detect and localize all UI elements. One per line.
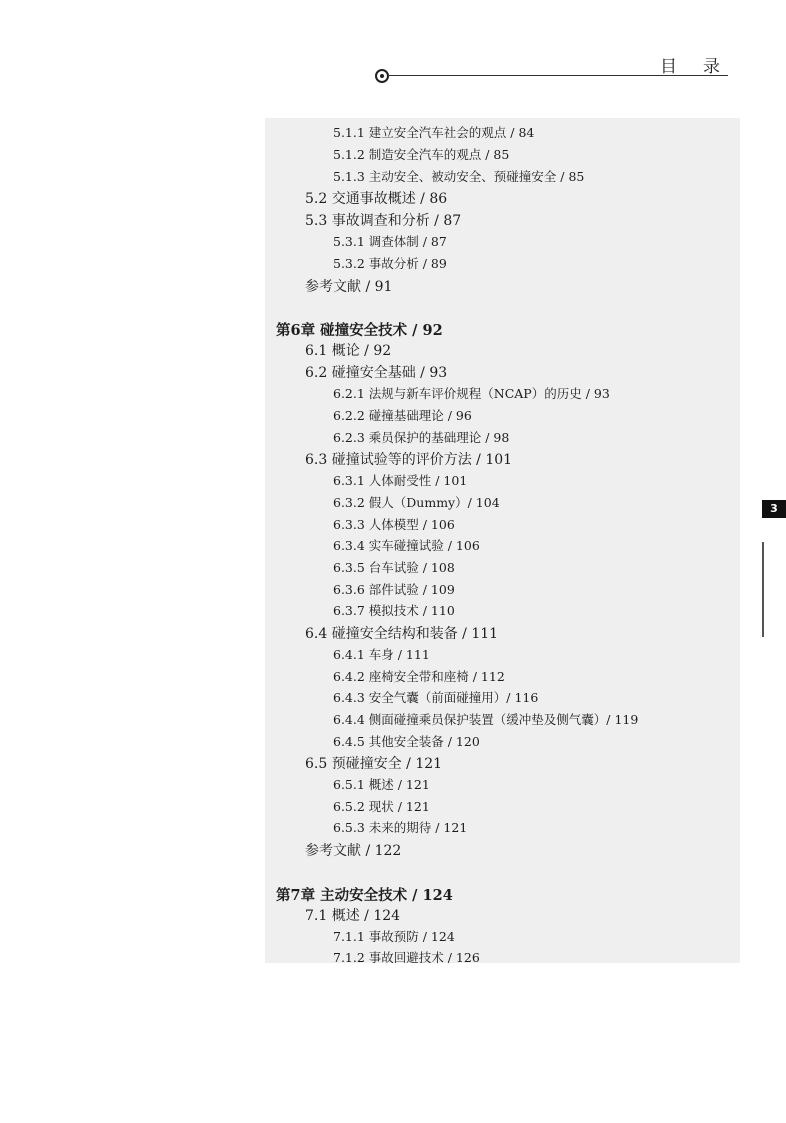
toc-entry: 6.3 碰撞试验等的评价方法 / 101 (305, 452, 513, 468)
toc-entry: 6.4.2 座椅安全带和座椅 / 112 (333, 669, 505, 684)
toc-entry: 5.1.3 主动安全、被动安全、预碰撞安全 / 85 (333, 169, 585, 184)
toc-entry: 7.1.1 事故预防 / 124 (333, 929, 455, 944)
toc-entry: 6.3.7 模拟技术 / 110 (333, 603, 455, 618)
toc-entry: 6.4.5 其他安全装备 / 120 (333, 734, 480, 749)
toc-entry: 6.5.3 未来的期待 / 121 (333, 820, 468, 835)
toc-entry: 7.1 概述 / 124 (305, 908, 401, 924)
toc-entry: 6.3.4 实车碰撞试验 / 106 (333, 538, 480, 553)
toc-entry: 6.4 碰撞安全结构和装备 / 111 (305, 626, 499, 642)
toc-entry: 6.5.2 现状 / 121 (333, 799, 430, 814)
toc-entry: 6.3.3 人体模型 / 106 (333, 517, 455, 532)
toc-entry: 6.2.3 乘员保护的基础理论 / 98 (333, 430, 510, 445)
toc-entry: 6.3.2 假人（Dummy）/ 104 (333, 495, 500, 510)
side-margin-line (762, 542, 764, 637)
toc-entry: 6.2.2 碰撞基础理论 / 96 (333, 408, 472, 423)
toc-chapter: 第6章 碰撞安全技术 / 92 (276, 322, 443, 339)
toc-references: 参考文献 / 122 (305, 843, 402, 859)
toc-references: 参考文献 / 91 (305, 279, 393, 295)
toc-chapter: 第7章 主动安全技术 / 124 (276, 887, 453, 904)
page-title: 目录 (660, 57, 746, 77)
toc-entry: 5.1.1 建立安全汽车社会的观点 / 84 (333, 125, 535, 140)
toc-entry: 5.3.1 调查体制 / 87 (333, 234, 447, 249)
toc-entry: 6.5 预碰撞安全 / 121 (305, 756, 443, 772)
toc-entry: 6.2.1 法规与新车评价规程（NCAP）的历史 / 93 (333, 386, 610, 401)
toc-entry: 5.1.2 制造安全汽车的观点 / 85 (333, 147, 510, 162)
toc-entry: 6.3.6 部件试验 / 109 (333, 582, 455, 597)
toc-entry: 5.2 交通事故概述 / 86 (305, 191, 448, 207)
toc-entry: 6.3.1 人体耐受性 / 101 (333, 473, 468, 488)
toc-entry: 5.3 事故调查和分析 / 87 (305, 213, 462, 229)
toc-entry: 6.5.1 概述 / 121 (333, 777, 430, 792)
toc-entry: 5.3.2 事故分析 / 89 (333, 256, 447, 271)
toc-entry: 6.4.1 车身 / 111 (333, 647, 430, 662)
toc-entry: 6.4.3 安全气囊（前面碰撞用）/ 116 (333, 690, 539, 705)
toc-entry: 6.1 概论 / 92 (305, 343, 392, 359)
chapter-tab: 3 (762, 500, 786, 518)
toc-entry: 6.3.5 台车试验 / 108 (333, 560, 455, 575)
toc-entry: 7.1.2 事故回避技术 / 126 (333, 950, 480, 965)
toc-entry: 6.4.4 侧面碰撞乘员保护装置（缓冲垫及侧气囊）/ 119 (333, 712, 639, 727)
toc-entry: 6.2 碰撞安全基础 / 93 (305, 365, 448, 381)
